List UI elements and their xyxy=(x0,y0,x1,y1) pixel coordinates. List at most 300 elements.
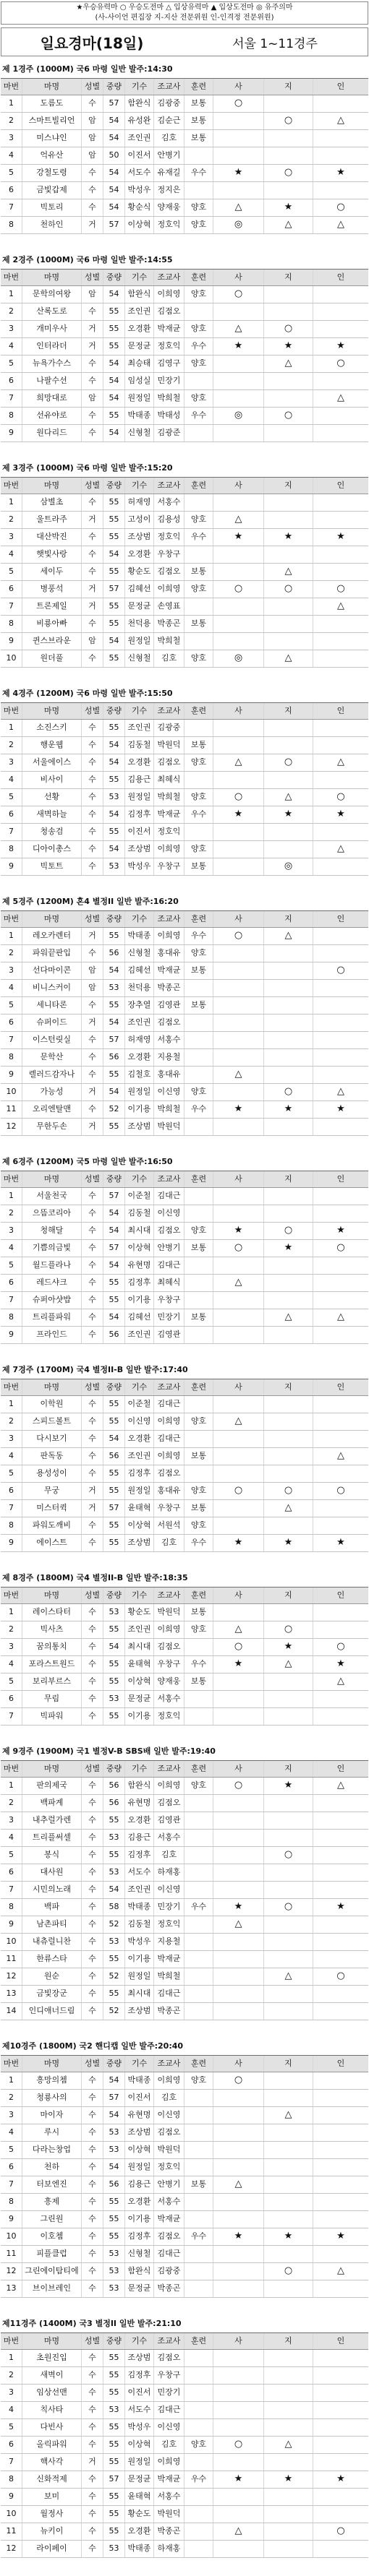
horse-name: 한류스타 xyxy=(22,1951,82,1968)
sex: 거 xyxy=(82,1500,103,1517)
horse-number: 4 xyxy=(1,1240,22,1257)
jockey: 이진서 xyxy=(125,2090,154,2106)
training-status xyxy=(184,1968,213,1985)
pick-sa: △ xyxy=(213,199,264,216)
training-status: 우수 xyxy=(184,1899,213,1916)
pick-ji: ★ xyxy=(264,806,313,823)
pick-ji xyxy=(264,494,313,511)
col-pick-sa: 사 xyxy=(213,911,264,927)
weight: 55 xyxy=(103,650,125,667)
pick-ji xyxy=(264,2523,313,2540)
pick-sa: ★ xyxy=(213,2228,264,2245)
trainer: 우창구 xyxy=(154,2367,184,2384)
training-status xyxy=(184,1205,213,1222)
training-status xyxy=(184,147,213,164)
weight: 53 xyxy=(103,1934,125,1950)
pick-in xyxy=(313,1032,368,1048)
horse-number: 10 xyxy=(1,2506,22,2523)
weight: 54 xyxy=(103,286,125,303)
col-pick-ji: 지 xyxy=(264,1171,313,1187)
jockey: 박성우 xyxy=(125,2419,154,2436)
horse-number: 7 xyxy=(1,2176,22,2193)
col-trainer: 조교사 xyxy=(154,1761,184,1777)
training-status xyxy=(184,1275,213,1291)
pick-ji xyxy=(264,598,313,615)
pick-in: ★ xyxy=(336,1225,345,1236)
training-status xyxy=(184,2367,213,2384)
horse-name: 비사이 xyxy=(22,772,82,788)
training-status: 양호 xyxy=(184,581,213,598)
sex: 수 xyxy=(82,2003,103,2020)
jockey: 윤태혁 xyxy=(125,2489,154,2505)
weight: 55 xyxy=(103,2350,125,2366)
horse-name: 디아이총스 xyxy=(22,841,82,858)
col-pick-sa: 사 xyxy=(213,2333,264,2349)
sex: 수 xyxy=(82,1101,103,1118)
table-row xyxy=(1,165,368,182)
pick-ji xyxy=(264,841,313,858)
col-sex: 성별 xyxy=(82,1761,103,1777)
pick-ji xyxy=(264,2280,313,2297)
pick-in: ★ xyxy=(336,531,345,542)
pick-sa xyxy=(213,1396,264,1413)
jockey: 원정일 xyxy=(125,1084,154,1100)
table-row xyxy=(1,512,368,529)
jockey: 윤태혁 xyxy=(125,1656,154,1673)
table-row xyxy=(1,2471,368,2489)
horse-number: 3 xyxy=(1,962,22,979)
pick-sa xyxy=(213,2541,264,2557)
horse-name: 판의제국 xyxy=(22,1778,82,1794)
pick-in xyxy=(313,2419,368,2436)
page-title: 일요경마(18일) xyxy=(40,34,144,52)
pick-sa: ○ xyxy=(213,1639,264,1655)
jockey: 신형철 xyxy=(125,945,154,962)
weight: 55 xyxy=(103,1986,125,2002)
col-sex: 성별 xyxy=(82,703,103,719)
horse-name: 억유산 xyxy=(22,147,82,164)
pick-ji xyxy=(264,2176,313,2193)
pick-ji xyxy=(264,2385,313,2401)
sex: 수 xyxy=(82,1327,103,1343)
pick-ji xyxy=(264,1067,313,1083)
horse-name: 삼별초 xyxy=(22,494,82,511)
training-status xyxy=(184,2142,213,2158)
pick-sa xyxy=(213,2263,264,2280)
trainer: 정호익 xyxy=(154,217,184,233)
col-pick-ji: 지 xyxy=(264,79,313,95)
training-status xyxy=(184,598,213,615)
weight: 55 xyxy=(103,1396,125,1413)
pick-in xyxy=(313,2437,368,2453)
weight: 54 xyxy=(103,2107,125,2124)
weight: 55 xyxy=(103,303,125,320)
sex: 수 xyxy=(82,1673,103,1690)
horse-number: 10 xyxy=(1,1084,22,1100)
horse-number: 6 xyxy=(1,1483,22,1499)
table-row xyxy=(1,945,368,962)
pick-sa xyxy=(213,2246,264,2262)
pick-sa xyxy=(213,1084,264,1100)
table-row xyxy=(1,616,368,633)
pick-sa xyxy=(213,1500,264,1517)
weight: 55 xyxy=(103,2523,125,2540)
trainer: 이희영 xyxy=(154,581,184,598)
pick-sa xyxy=(213,2506,264,2523)
sex: 수 xyxy=(82,650,103,667)
col-training: 훈련 xyxy=(184,2333,213,2349)
horse-name: 레이스타터 xyxy=(22,1604,82,1621)
horse-number: 9 xyxy=(1,1327,22,1343)
sex: 거 xyxy=(82,338,103,355)
training-status xyxy=(184,772,213,788)
trainer: 박원덕 xyxy=(154,1119,184,1135)
pick-sa: ○ xyxy=(213,2072,264,2089)
trainer: 정호익 xyxy=(154,824,184,840)
jockey: 천덕용 xyxy=(125,616,154,632)
jockey: 원정일 xyxy=(125,633,154,650)
table-row xyxy=(1,338,368,356)
horse-name: 초원진입 xyxy=(22,2350,82,2366)
jockey: 이상혁 xyxy=(125,1673,154,1690)
race-title: 제11경주 (1400M) 국3 별정II 일반 발주:21:10 xyxy=(2,2319,182,2328)
horse-number: 4 xyxy=(1,1830,22,1846)
horse-name: 다빈사 xyxy=(22,2419,82,2436)
pick-ji xyxy=(264,1864,313,1881)
horse-number: 1 xyxy=(1,2072,22,2089)
sex: 수 xyxy=(82,95,103,112)
horse-number: 2 xyxy=(1,945,22,962)
pick-ji xyxy=(264,286,313,303)
pick-sa xyxy=(213,130,264,147)
horse-number: 10 xyxy=(1,650,22,667)
jockey: 이기용 xyxy=(125,2211,154,2228)
horse-name: 선유야로 xyxy=(22,408,82,424)
col-weight: 중량 xyxy=(103,270,125,285)
trainer: 김대근 xyxy=(154,2402,184,2418)
weight: 55 xyxy=(103,1483,125,1499)
table-row xyxy=(1,2350,368,2367)
table-row xyxy=(1,2419,368,2437)
col-training: 훈련 xyxy=(184,270,213,285)
horse-name: 내추럴가렌 xyxy=(22,1812,82,1829)
trainer: 하재홍 xyxy=(154,1864,184,1881)
sex: 수 xyxy=(82,858,103,875)
sex: 거 xyxy=(82,1015,103,1031)
training-status: 우수 xyxy=(184,1656,213,1673)
training-status: 양호 xyxy=(184,1084,213,1100)
horse-number: 1 xyxy=(1,1778,22,1794)
weight: 56 xyxy=(103,1778,125,1794)
col-weight: 중량 xyxy=(103,1379,125,1395)
trainer: 박종곤 xyxy=(154,2003,184,2020)
table-row xyxy=(1,1899,368,1916)
horse-number: 11 xyxy=(1,2523,22,2540)
jockey: 조상범 xyxy=(125,1535,154,1551)
sex: 수 xyxy=(82,1986,103,2002)
pick-in: △ xyxy=(337,1450,344,1461)
pick-sa: ★ xyxy=(213,1899,264,1916)
weight: 55 xyxy=(103,1951,125,1968)
pick-in xyxy=(313,650,368,667)
pick-sa xyxy=(213,962,264,979)
pick-in: ★ xyxy=(336,1658,345,1669)
trainer: 홍대유 xyxy=(154,945,184,962)
table-row xyxy=(1,2107,368,2124)
horse-name: 문학의여왕 xyxy=(22,286,82,303)
pick-sa xyxy=(213,824,264,840)
race-title: 제10경주 (1800M) 국2 핸디캡 일반 발주:20:40 xyxy=(2,2041,184,2051)
horse-name: 보리부르스 xyxy=(22,1673,82,1690)
horse-number: 5 xyxy=(1,1465,22,1482)
column-header-row xyxy=(1,702,368,720)
pick-ji xyxy=(264,1413,313,1430)
sex: 수 xyxy=(82,616,103,632)
horse-name: 인디애너드림 xyxy=(22,2003,82,2020)
pick-in xyxy=(313,1327,368,1343)
trainer: 이희영 xyxy=(154,1413,184,1430)
horse-number: 8 xyxy=(1,2471,22,2488)
trainer: 김대근 xyxy=(154,2246,184,2262)
trainer: 안병기 xyxy=(154,2176,184,2193)
pick-sa xyxy=(213,1205,264,1222)
trainer: 이희영 xyxy=(154,2454,184,2471)
col-weight: 중량 xyxy=(103,1761,125,1777)
horse-number: 5 xyxy=(1,564,22,580)
sex: 수 xyxy=(82,546,103,563)
jockey: 이상혁 xyxy=(125,1240,154,1257)
trainer: 정호익 xyxy=(154,1708,184,1725)
jockey: 함완식 xyxy=(125,1778,154,1794)
weight: 55 xyxy=(103,1517,125,1534)
table-row xyxy=(1,546,368,564)
table-row xyxy=(1,1448,368,1465)
training-status xyxy=(184,425,213,441)
weight: 57 xyxy=(103,1500,125,1517)
training-status: 보통 xyxy=(184,2176,213,2193)
pick-in xyxy=(313,2506,368,2523)
horse-number: 9 xyxy=(1,2211,22,2228)
horse-name: 금빛갑제 xyxy=(22,182,82,199)
horse-number: 6 xyxy=(1,1691,22,1707)
col-number: 마번 xyxy=(1,1171,22,1187)
training-status xyxy=(184,2506,213,2523)
page xyxy=(1,1,368,2558)
jockey: 박태종 xyxy=(125,2072,154,2089)
weight: 54 xyxy=(103,130,125,147)
col-training: 훈련 xyxy=(184,1588,213,1603)
pick-sa xyxy=(213,1795,264,1812)
table-row xyxy=(1,1500,368,1517)
trainer: 김호 xyxy=(154,2090,184,2106)
pick-ji: ★ xyxy=(264,1535,313,1551)
weight: 58 xyxy=(103,1899,125,1916)
trainer: 하재홍 xyxy=(154,2541,184,2557)
pick-in xyxy=(313,1882,368,1898)
weight: 54 xyxy=(103,390,125,407)
pick-ji xyxy=(264,1015,313,1031)
jockey: 조인권 xyxy=(125,130,154,147)
sex: 수 xyxy=(82,303,103,320)
training-status xyxy=(184,2263,213,2280)
table-row xyxy=(1,598,368,616)
legend-experts: (사-사이언 편집장 지-지산 전문위원 인-인격정 전문위원) xyxy=(95,14,274,22)
trainer: 김점오 xyxy=(154,564,184,580)
weight: 54 xyxy=(103,113,125,129)
pick-ji xyxy=(264,130,313,147)
trainer: 손영표 xyxy=(154,598,184,615)
training-status xyxy=(184,1916,213,1933)
weight: 57 xyxy=(103,1240,125,1257)
pick-ji: △ xyxy=(264,1500,313,1517)
weight: 54 xyxy=(103,2072,125,2089)
pick-in xyxy=(313,512,368,528)
sex: 수 xyxy=(82,824,103,840)
weight: 55 xyxy=(103,2211,125,2228)
jockey: 황순도 xyxy=(125,2506,154,2523)
trainer: 정호익 xyxy=(154,529,184,546)
jockey: 허재영 xyxy=(125,1032,154,1048)
pick-in xyxy=(313,321,368,337)
trainer: 이희영 xyxy=(154,1778,184,1794)
table-row xyxy=(1,2228,368,2246)
pick-in xyxy=(313,2489,368,2505)
jockey: 이진서 xyxy=(125,2385,154,2401)
horse-number: 5 xyxy=(1,2419,22,2436)
pick-in xyxy=(313,1431,368,1447)
horse-name: 소진스키 xyxy=(22,720,82,736)
pick-sa xyxy=(213,2159,264,2176)
weight: 54 xyxy=(103,633,125,650)
weight: 55 xyxy=(103,408,125,424)
training-status xyxy=(184,303,213,320)
jockey: 김정후 xyxy=(125,2367,154,2384)
training-status: 보통 xyxy=(184,997,213,1014)
col-weight: 중량 xyxy=(103,79,125,95)
table-row xyxy=(1,858,368,876)
horse-number: 2 xyxy=(1,1795,22,1812)
training-status: 양호 xyxy=(184,1621,213,1638)
pick-sa: △ xyxy=(213,1413,264,1430)
table-row xyxy=(1,2003,368,2020)
training-status xyxy=(184,1847,213,1864)
pick-ji: ★ xyxy=(264,1778,313,1794)
table-row xyxy=(1,1309,368,1327)
col-pick-in: 인 xyxy=(336,481,345,490)
jockey: 신형철 xyxy=(125,2246,154,2262)
horse-name: 마이자 xyxy=(22,2107,82,2124)
table-row xyxy=(1,1673,368,1691)
weight: 54 xyxy=(103,199,125,216)
sex: 수 xyxy=(82,945,103,962)
horse-number: 6 xyxy=(1,182,22,199)
pick-ji xyxy=(264,546,313,563)
column-header-row xyxy=(1,477,368,494)
sex: 수 xyxy=(82,2471,103,2488)
horse-number: 7 xyxy=(1,1882,22,1898)
pick-ji xyxy=(264,2124,313,2141)
pick-ji xyxy=(264,1795,313,1812)
pick-in: △ xyxy=(337,219,344,230)
race-title: 제 9경주 (1900M) 국1 별정V-B SBS배 일반 발주:19:40 xyxy=(2,1746,216,1756)
pick-ji xyxy=(264,1396,313,1413)
pick-sa xyxy=(213,1257,264,1274)
sex: 수 xyxy=(82,1535,103,1551)
training-status: 우수 xyxy=(184,1535,213,1551)
pick-ji: △ xyxy=(264,1656,313,1673)
pick-sa xyxy=(213,147,264,164)
pick-in xyxy=(313,1795,368,1812)
trainer: 지용철 xyxy=(154,1049,184,1066)
horse-number: 8 xyxy=(1,1899,22,1916)
sex: 수 xyxy=(82,997,103,1014)
jockey: 조인권 xyxy=(125,1448,154,1465)
horse-name: 미스냐인 xyxy=(22,130,82,147)
weight: 50 xyxy=(103,147,125,164)
pick-sa xyxy=(213,564,264,580)
pick-ji xyxy=(264,2211,313,2228)
pick-in: △ xyxy=(337,115,344,126)
pick-in: ★ xyxy=(336,809,345,819)
col-pick-in: 인 xyxy=(336,2336,345,2345)
table-row xyxy=(1,2437,368,2454)
training-status xyxy=(184,824,213,840)
pick-sa: ○ xyxy=(213,1483,264,1499)
weight: 56 xyxy=(103,1448,125,1465)
jockey: 조인권 xyxy=(125,720,154,736)
pick-in xyxy=(313,1951,368,1968)
trainer: 우창구 xyxy=(154,1500,184,1517)
sex: 수 xyxy=(82,1292,103,1309)
col-pick-sa: 사 xyxy=(213,1379,264,1395)
pick-ji: ○ xyxy=(264,581,313,598)
training-status xyxy=(184,1119,213,1135)
table-row xyxy=(1,1934,368,1951)
pick-in xyxy=(313,1413,368,1430)
training-status: 보통 xyxy=(184,858,213,875)
pick-sa: ★ xyxy=(213,529,264,546)
table-row xyxy=(1,928,368,945)
horse-name: 빅사츠 xyxy=(22,1621,82,1638)
sex: 수 xyxy=(82,2280,103,2297)
horse-name: 서울에이스 xyxy=(22,754,82,771)
jockey: 김혜선 xyxy=(125,1309,154,1326)
pick-ji: △ xyxy=(264,2437,313,2453)
jockey: 서도수 xyxy=(125,1864,154,1881)
horse-number: 3 xyxy=(1,321,22,337)
weight: 57 xyxy=(103,95,125,112)
trainer: 서홍수 xyxy=(154,2194,184,2210)
trainer: 우창구 xyxy=(154,546,184,563)
pick-sa xyxy=(213,1673,264,1690)
pick-sa xyxy=(213,2350,264,2366)
jockey: 문정균 xyxy=(125,598,154,615)
training-status xyxy=(184,2419,213,2436)
weight: 54 xyxy=(103,1639,125,1655)
pick-ji: △ xyxy=(264,217,313,233)
table-row xyxy=(1,373,368,390)
weight: 55 xyxy=(103,720,125,736)
table-row xyxy=(1,1830,368,1847)
col-name: 마명 xyxy=(22,703,82,719)
sex: 수 xyxy=(82,2263,103,2280)
table-row xyxy=(1,2090,368,2107)
sex: 수 xyxy=(82,1205,103,1222)
horse-name: 으뜸코리아 xyxy=(22,1205,82,1222)
trainer: 박재균 xyxy=(154,1951,184,1968)
table-row xyxy=(1,841,368,858)
jockey: 조인권 xyxy=(125,1327,154,1343)
